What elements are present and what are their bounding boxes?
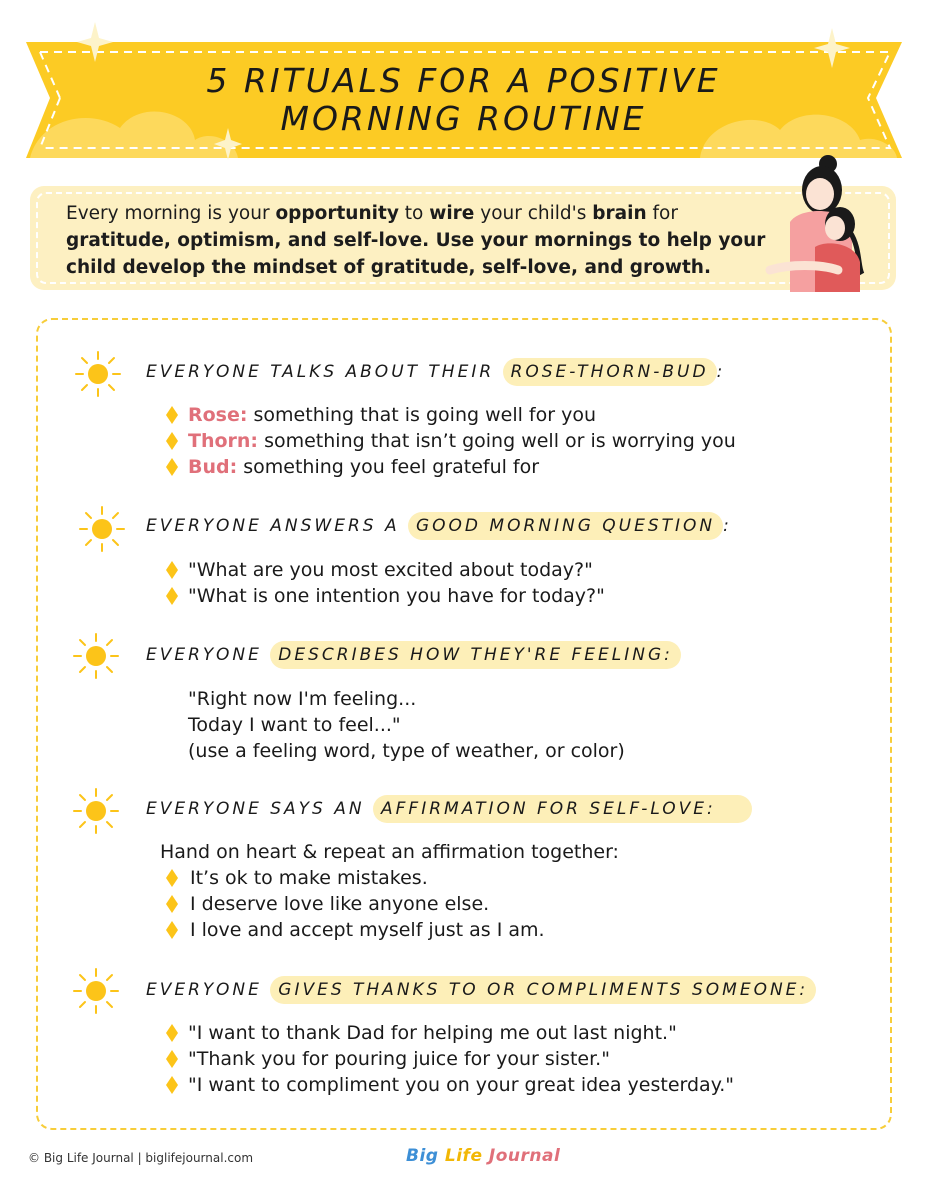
sun-icon: [72, 967, 120, 1015]
intro-bold-wire: wire: [429, 203, 475, 224]
diamond-bullet-icon: [166, 869, 178, 887]
title-line-1: 5 RITUALS FOR A POSITIVE: [206, 61, 721, 100]
ritual-heading-5: [146, 980, 816, 1000]
ritual-heading-4: [146, 799, 752, 819]
diamond-bullet-icon: [166, 1024, 178, 1042]
intro-line-3: child develop the mindset of gratitude, self-love, and growth.: [66, 257, 711, 278]
item-text: something you feel grateful for: [237, 456, 540, 478]
diamond-bullet-icon: [166, 895, 178, 913]
list-item: [188, 402, 596, 428]
list-item: "I want to thank Dad for helping me out last night.": [188, 1022, 677, 1044]
feeling-line: Today I want to feel...": [188, 714, 401, 736]
intro-bold-brain: brain: [592, 203, 647, 224]
list-item: "What is one intention you have for today?": [188, 585, 605, 607]
feeling-line: "Right now I'm feeling...: [188, 688, 417, 710]
heading-highlight: DESCRIBES HOW THEY'RE FEELING:: [270, 641, 681, 669]
item-text: something that isn’t going well or is worrying you: [258, 430, 736, 452]
parent-child-hug-illustration: [760, 152, 875, 292]
sun-icon: [72, 787, 120, 835]
intro-text: [66, 200, 766, 281]
ritual-heading-1: [146, 362, 725, 382]
heading-text: EVERYONE: [146, 645, 271, 665]
feeling-line: (use a feeling word, type of weather, or color): [188, 740, 625, 762]
heading-text: :: [723, 516, 732, 536]
item-text: something that is going well for you: [247, 404, 597, 426]
diamond-bullet-icon: [166, 458, 178, 476]
big-life-journal-logo: [406, 1146, 560, 1166]
item-label: Thorn:: [188, 430, 259, 452]
list-item: [188, 454, 539, 480]
affirmation-lead: Hand on heart & repeat an affirmation together:: [160, 841, 619, 863]
heading-text: EVERYONE ANSWERS A: [146, 516, 408, 536]
list-item: "Thank you for pouring juice for your sister.": [188, 1048, 610, 1070]
logo-big: Big: [406, 1146, 439, 1166]
footer-copyright: © Big Life Journal | biglifejournal.com: [28, 1151, 254, 1165]
sun-icon: [74, 350, 122, 398]
heading-highlight: GOOD MORNING QUESTION: [408, 512, 723, 540]
intro-bold-opportunity: opportunity: [275, 203, 399, 224]
intro-text-part: Every morning is your: [66, 203, 276, 224]
list-item: "I want to compliment you on your great idea yesterday.": [188, 1074, 735, 1096]
sun-icon: [72, 632, 120, 680]
heading-text: :: [716, 362, 726, 382]
ritual-heading-2: [146, 516, 732, 536]
list-item: It’s ok to make mistakes.: [190, 867, 428, 889]
list-item: "What are you most excited about today?": [188, 559, 593, 581]
intro-text-part: your child's: [474, 203, 593, 224]
item-label: Rose:: [188, 404, 248, 426]
heading-highlight: AFFIRMATION FOR SELF-LOVE:: [373, 795, 752, 823]
list-item: I deserve love like anyone else.: [190, 893, 490, 915]
sun-icon: [78, 505, 126, 553]
intro-line-2: gratitude, optimism, and self-love. Use your mornings to help your: [66, 230, 766, 251]
list-item: [188, 428, 736, 454]
logo-journal: Journal: [488, 1146, 561, 1166]
heading-text: EVERYONE: [146, 980, 271, 1000]
diamond-bullet-icon: [166, 921, 178, 939]
ritual-heading-3: [146, 645, 681, 665]
diamond-bullet-icon: [166, 406, 178, 424]
heading-text: EVERYONE SAYS AN: [146, 799, 374, 819]
item-label: Bud:: [188, 456, 238, 478]
intro-text-part: to: [398, 203, 430, 224]
heading-highlight: ROSE-THORN-BUD: [503, 358, 717, 386]
title-line-2: MORNING ROUTINE: [280, 99, 647, 138]
heading-text: EVERYONE TALKS ABOUT THEIR: [146, 362, 503, 382]
diamond-bullet-icon: [166, 432, 178, 450]
logo-life: Life: [444, 1146, 483, 1166]
intro-text-part: for: [646, 203, 678, 224]
diamond-bullet-icon: [166, 1076, 178, 1094]
diamond-bullet-icon: [166, 561, 178, 579]
diamond-bullet-icon: [166, 1050, 178, 1068]
heading-highlight: GIVES THANKS TO OR COMPLIMENTS SOMEONE:: [270, 976, 816, 1004]
page-title: [0, 62, 927, 138]
list-item: I love and accept myself just as I am.: [190, 919, 545, 941]
diamond-bullet-icon: [166, 587, 178, 605]
